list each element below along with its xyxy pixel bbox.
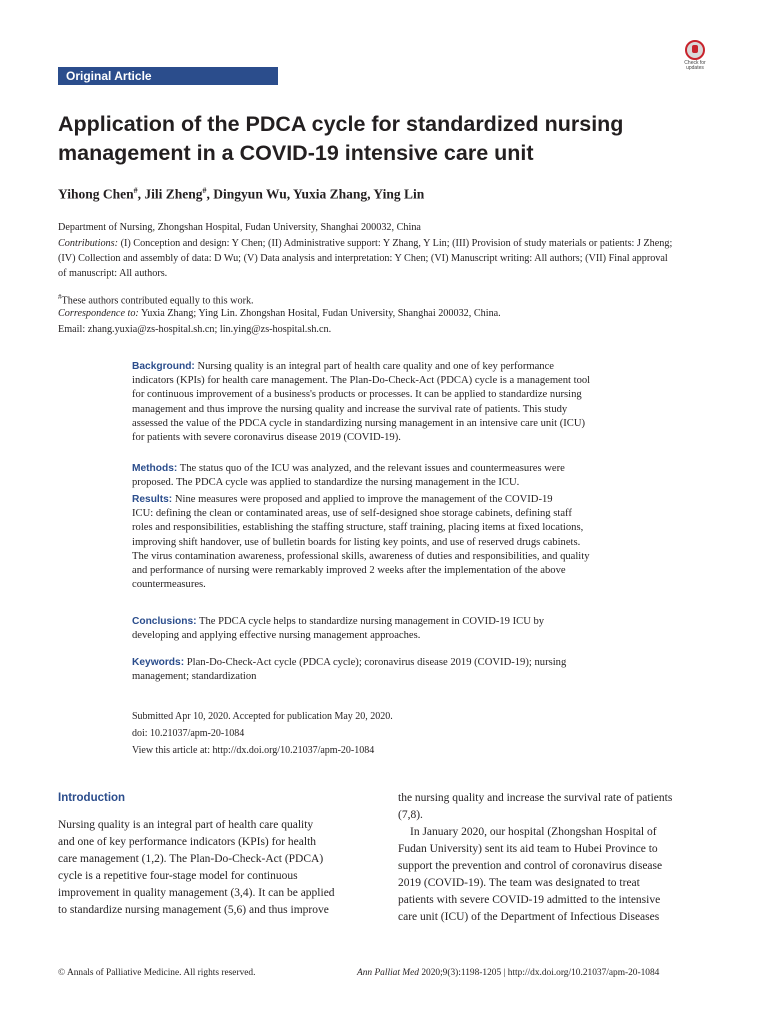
view-article-link[interactable]: View this article at: http://dx.doi.org/10.21037/apm-20-1084 <box>132 745 375 756</box>
body-line: Nursing quality is an integral part of health care quality <box>58 819 314 831</box>
abstract-line: for continuous improvement of a business's products or processes. It can be applied to standardize nursing <box>132 389 582 401</box>
background-label: Background: <box>132 361 195 372</box>
author-rest: Dingyun Wu, Yuxia Zhang, Ying Lin <box>213 186 425 202</box>
body-column-right <box>398 790 710 926</box>
body-line: and one of key performance indicators (KPIs) for health <box>58 836 317 848</box>
citation-footer <box>357 968 659 978</box>
body-line: (7,8). <box>398 809 423 821</box>
equal-mark: # <box>202 186 207 195</box>
author: Jili Zheng <box>144 186 203 202</box>
separator: , <box>206 186 214 202</box>
abstract-line: The PDCA cycle helps to standardize nursing management in COVID-19 ICU by <box>196 616 545 627</box>
body-line: support the prevention and control of coronavirus disease <box>398 860 663 872</box>
conclusions-label: Conclusions: <box>132 616 197 627</box>
abstract-line: roles and responsibilities, establishing the staffing structure, staff training, placing items at fixed locations, <box>132 522 584 534</box>
badge-label: Check for updates <box>684 60 706 71</box>
body-line: the nursing quality and increase the survival rate of patients <box>398 792 673 804</box>
abstract-line: ICU: defining the clean or contaminated areas, use of self-designed shoe storage cabinets, defining staff <box>132 508 572 520</box>
keywords-label: Keywords: <box>132 657 185 668</box>
article-title <box>58 110 658 168</box>
note-mark: # <box>58 293 62 301</box>
check-updates-icon <box>685 40 705 60</box>
body-line: In January 2020, our hospital (Zhongshan Hospital of <box>410 826 657 838</box>
abstract-line: Nursing quality is an integral part of health care quality and one of key performance <box>194 361 555 372</box>
article-type-banner: Original Article <box>58 67 278 85</box>
correspondence-text: Yuxia Zhang; Ying Lin. Zhongshan Hosital, Fudan University, Shanghai 200032, China. <box>138 308 501 319</box>
abstract-line: countermeasures. <box>132 579 206 591</box>
contributions <box>58 236 713 281</box>
results-label: Results: <box>132 494 173 505</box>
copyright-footer: © Annals of Palliative Medicine. All rights reserved. <box>58 968 256 978</box>
abstract-results <box>132 493 637 592</box>
citation-text: 2020;9(3):1198-1205 | http://dx.doi.org/10.21037/apm-20-1084 <box>418 968 660 978</box>
contributions-text: (IV) Collection and assembly of data: D Wu; (V) Data analysis and interpretation: Y Chen; (VI) Manuscript writing: All authors; (VII) Final approval <box>58 253 668 264</box>
abstract-conclusions <box>132 615 637 643</box>
abstract-line: management; standardization <box>132 671 257 683</box>
body-line: 2019 (COVID-19). The team was designated to treat <box>398 877 640 889</box>
body-line: improvement in quality management (3,4). It can be applied <box>58 887 335 899</box>
equal-mark: # <box>133 186 138 195</box>
abstract-line: developing and applying effective nursing management approaches. <box>132 630 421 642</box>
contributions-text: (I) Conception and design: Y Chen; (II) Administrative support: Y Zhang, Y Lin; (III) Provision of study materials or patients: J Zheng; <box>118 238 673 249</box>
body-line: patients with severe COVID-19 admitted to the intensive <box>398 894 661 906</box>
abstract-line: Plan-Do-Check-Act cycle (PDCA cycle); coronavirus disease 2019 (COVID-19); nursing <box>184 657 567 668</box>
correspondence <box>58 306 713 321</box>
body-column-left <box>58 817 370 919</box>
separator: , <box>137 186 145 202</box>
abstract-line: Nine measures were proposed and applied to improve the management of the COVID-19 <box>172 494 553 505</box>
affiliation: Department of Nursing, Zhongshan Hospital, Fudan University, Shanghai 200032, China <box>58 222 421 233</box>
abstract-keywords <box>132 656 637 684</box>
email-line[interactable]: Email: zhang.yuxia@zs-hospital.sh.cn; lin.ying@zs-hospital.sh.cn. <box>58 324 332 335</box>
article-meta <box>132 708 393 759</box>
abstract-line: and performance of nursing were remarkably improved 2 weeks after the implementation of the above <box>132 565 566 577</box>
contributions-text: of manuscript: All authors. <box>58 268 168 279</box>
title-line: Application of the PDCA cycle for standardized nursing <box>58 112 624 136</box>
abstract-line: assessed the value of the PDCA cycle in standardizing nursing management in an intensive care unit (ICU) <box>132 417 586 429</box>
abstract-line: indicators (KPIs) for health care management. The Plan-Do-Check-Act (PDCA) cycle is a management tool <box>132 375 591 387</box>
doi-line[interactable]: doi: 10.21037/apm-20-1084 <box>132 728 245 739</box>
abstract-line: The virus contamination awareness, professional skills, awareness of duties and responsibilities, and quality <box>132 550 590 562</box>
correspondence-label: Correspondence to: <box>58 308 139 319</box>
abstract-methods <box>132 462 637 490</box>
title-line: management in a COVID-19 intensive care unit <box>58 141 534 165</box>
body-line: care unit (ICU) of the Department of Infectious Diseases <box>398 911 660 923</box>
abstract-line: management and thus improve the nursing quality and increase the survival rate of patients. This study <box>132 403 568 415</box>
journal-abbrev: Ann Palliat Med <box>357 968 419 978</box>
abstract-line: for patients with severe coronavirus disease 2019 (COVID-19). <box>132 432 401 444</box>
body-line: cycle is a repetitive four-stage model for continuous <box>58 870 298 882</box>
author: Yihong Chen <box>58 186 134 202</box>
abstract-line: proposed. The PDCA cycle was applied to standardize the nursing management in the ICU. <box>132 477 520 489</box>
abstract-line: improving shift handover, use of bulletin boards for listing key points, and use of reserved drugs cabinets. <box>132 536 581 548</box>
body-line: to standardize nursing management (5,6) and thus improve <box>58 904 329 916</box>
note-text: These authors contributed equally to this work. <box>61 295 254 307</box>
section-heading-introduction: Introduction <box>58 792 126 804</box>
submitted-line: Submitted Apr 10, 2020. Accepted for publication May 20, 2020. <box>132 711 393 722</box>
methods-label: Methods: <box>132 463 178 474</box>
check-for-updates-badge[interactable] <box>680 40 710 70</box>
author-list <box>58 186 424 203</box>
body-line: care management (1,2). The Plan-Do-Check-Act (PDCA) <box>58 853 324 865</box>
contributions-label: Contributions: <box>58 238 119 249</box>
abstract-line: The status quo of the ICU was analyzed, and the relevant issues and countermeasures were <box>177 463 565 474</box>
abstract-background <box>132 360 637 445</box>
body-line: Fudan University) sent its aid team to Hubei Province to <box>398 843 658 855</box>
